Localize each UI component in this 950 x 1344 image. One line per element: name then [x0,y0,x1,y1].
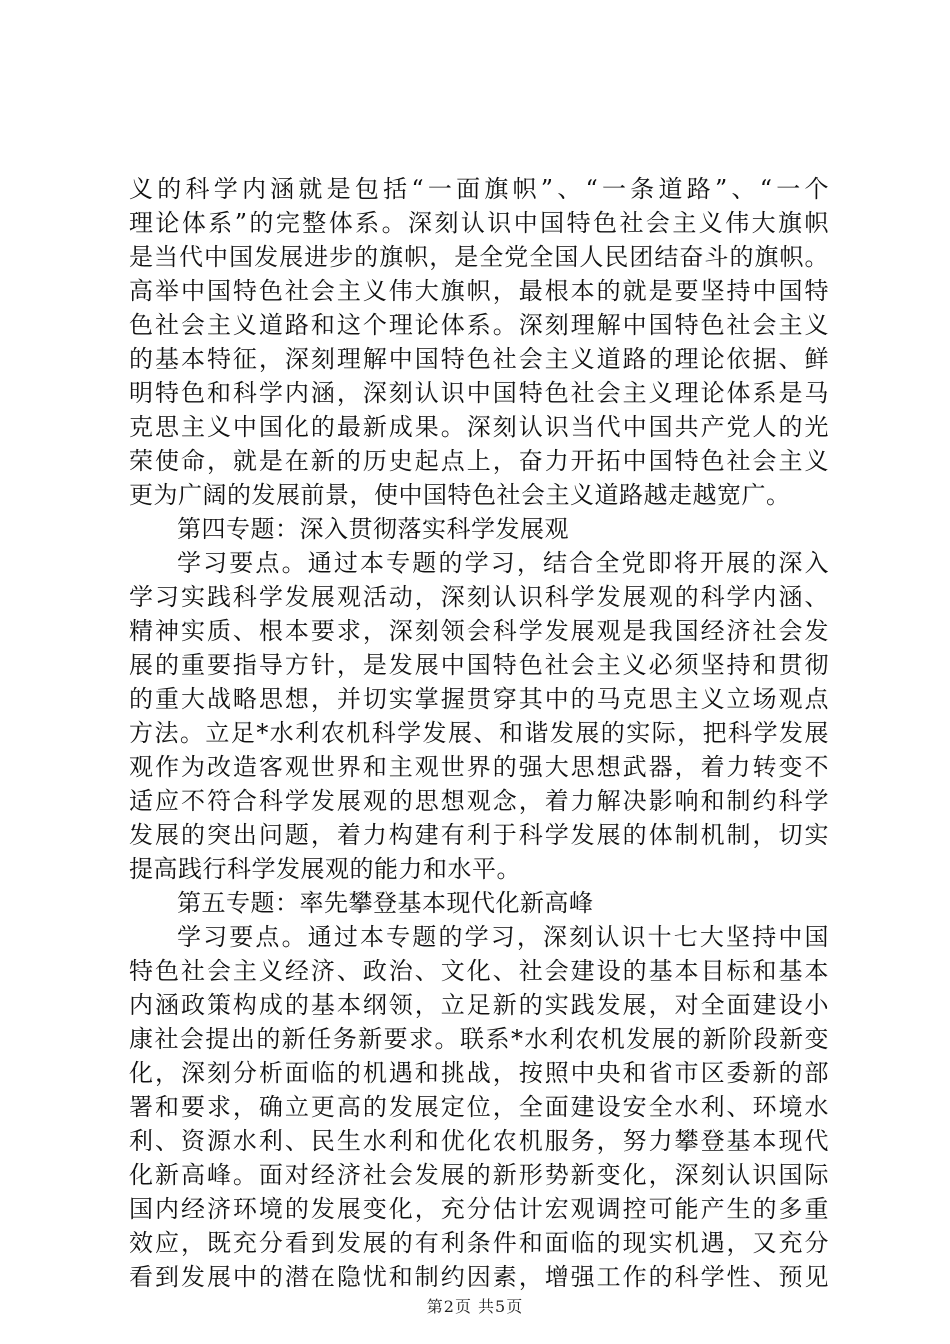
text-line: 荣使命，就是在新的历史起点上，奋力开拓中国特色社会主义 [129,447,829,475]
text-line: 方法。立足*水利农机科学发展、和谐发展的实际，把科学发展 [129,719,829,747]
text-line: 的重大战略思想，并切实掌握贯穿其中的马克思主义立场观点 [129,685,829,713]
text-line: 发展的突出问题，着力构建有利于科学发展的体制机制，切实 [129,821,829,849]
section-heading: 第四专题：深入贯彻落实科学发展观 [177,515,569,543]
text-line: 克思主义中国化的最新成果。深刻认识当代中国共产党人的光 [129,413,829,441]
text-line: 的基本特征，深刻理解中国特色社会主义道路的理论依据、鲜 [129,345,829,373]
text-line: 精神实质、根本要求，深刻领会科学发展观是我国经济社会发 [129,617,829,645]
text-line: 理论体系”的完整体系。深刻认识中国特色社会主义伟大旗帜 [129,209,829,237]
text-line: 义的科学内涵就是包括“一面旗帜”、“一条道路”、“一个 [129,175,829,203]
text-line: 署和要求，确立更高的发展定位，全面建设安全水利、环境水 [129,1093,829,1121]
text-line: 利、资源水利、民生水利和优化农机服务，努力攀登基本现代 [129,1127,829,1155]
text-line: 更为广阔的发展前景，使中国特色社会主义道路越走越宽广。 [129,481,791,509]
text-line: 是当代中国发展进步的旗帜，是全党全国人民团结奋斗的旗帜。 [129,243,829,271]
text-line: 高举中国特色社会主义伟大旗帜，最根本的就是要坚持中国特 [129,277,829,305]
text-line: 内涵政策构成的基本纲领，立足新的实践发展，对全面建设小 [129,991,829,1019]
text-line: 学习要点。通过本专题的学习，深刻认识十七大坚持中国 [177,923,829,951]
text-line: 展的重要指导方针，是发展中国特色社会主义必须坚持和贯彻 [129,651,829,679]
text-line: 提高践行科学发展观的能力和水平。 [129,855,521,883]
text-line: 特色社会主义经济、政治、文化、社会建设的基本目标和基本 [129,957,829,985]
text-line: 化新高峰。面对经济社会发展的新形势新变化，深刻认识国际 [129,1161,829,1189]
text-line: 色社会主义道路和这个理论体系。深刻理解中国特色社会主义 [129,311,829,339]
section-heading: 第五专题：率先攀登基本现代化新高峰 [177,889,594,917]
text-line: 康社会提出的新任务新要求。联系*水利农机发展的新阶段新变 [129,1025,829,1053]
text-line: 适应不符合科学发展观的思想观念，着力解决影响和制约科学 [129,787,829,815]
text-line: 观作为改造客观世界和主观世界的强大思想武器，着力转变不 [129,753,829,781]
document-body [129,172,829,1294]
text-line: 国内经济环境的发展变化，充分估计宏观调控可能产生的多重 [129,1195,829,1223]
text-line: 学习要点。通过本专题的学习，结合全党即将开展的深入 [177,549,829,577]
text-line: 化，深刻分析面临的机遇和挑战，按照中央和省市区委新的部 [129,1059,829,1087]
page-number-footer: 第2页 共5页 [426,1297,524,1316]
text-line: 学习实践科学发展观活动，深刻认识科学发展观的科学内涵、 [129,583,829,611]
text-line: 看到发展中的潜在隐忧和制约因素，增强工作的科学性、预见 [129,1263,829,1291]
text-line: 明特色和科学内涵，深刻认识中国特色社会主义理论体系是马 [129,379,829,407]
text-line: 效应，既充分看到发展的有利条件和面临的现实机遇，又充分 [129,1229,829,1257]
